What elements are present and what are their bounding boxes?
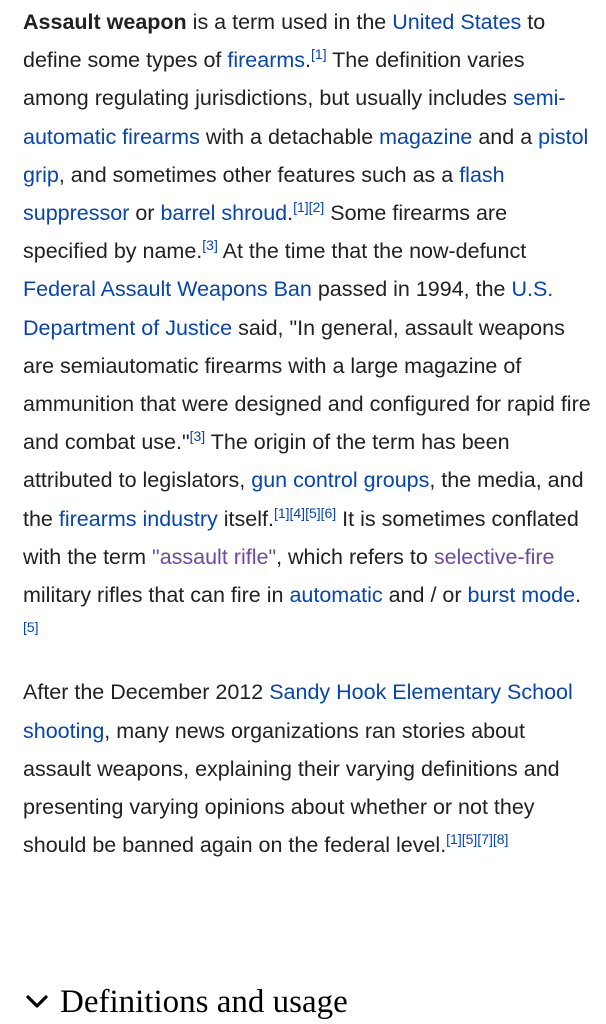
body-text: or [129,201,161,226]
link-selective-fire[interactable]: selective-fire [433,544,555,569]
lead-paragraph: Assault weapon is a term used in the United States to define some types of firearms.[1] The definition varies among regulating jurisdictions, but usually includes semi-automatic firearms with a detachable magazine and a pistol grip, and sometimes other features such as a flash suppressor or barrel shroud.[1][2] Some firearms are specified by name.[3] At the time that the now-defunct Federal Assault Weapons Ban passed in 1994, the U.S. Department of Justice said, "In general, assault weapons are semiautomatic firearms with a large magazine of ammunition that were designed and configured for rapid fire and combat use."[3] The origin of the term has been attributed to legislators, gun control groups, the media, and the firearms industry itself.[1][4][5][6] It is sometimes conflated with the term "assault rifle", which refers to selective-fire military rifles that can fire in automatic and / or burst mode.[5] [23,10,591,636]
body-text: and / or [382,583,468,608]
body-text: passed in 1994, the [311,277,512,302]
quote-mark: " [152,544,160,569]
reference-link[interactable]: [1][2] [293,199,325,216]
body-text: to define some types of [23,10,546,73]
reference-link[interactable]: [1] [311,46,327,63]
link-flash-suppressor[interactable]: flash suppressor [23,162,505,226]
link-assault-rifle[interactable]: assault rifle [159,544,269,569]
second-paragraph [23,673,593,864]
link-barrel-shroud[interactable]: barrel shroud [160,201,288,226]
reference-link[interactable]: [3] [202,237,218,254]
article-body [23,0,593,864]
body-text: The origin of the term has been attributed to legislators, [23,430,510,493]
link-burst-mode[interactable]: burst mode [467,583,576,608]
body-text: The definition varies among regulating jurisdictions, but usually includes [23,48,525,111]
link-automatic[interactable]: automatic [289,583,383,608]
section-title: Definitions and usage [60,984,348,1020]
body-text: Some firearms are specified by name. [23,201,508,264]
body-text: said, "In general, assault weapons are semiautomatic firearms with a large magazine of ammunition that were designed and configured for rapid fire and combat use." [23,315,591,455]
section-heading-definitions[interactable] [22,980,348,1024]
body-text: itself. [217,506,274,531]
quote-mark: " [268,544,277,569]
body-text: At the time that the now-defunct [217,239,527,264]
body-text: . [575,583,582,608]
body-text: and a [472,124,539,149]
body-text: After the December 2012 [23,680,270,705]
article-subject: Assault weapon [23,10,187,34]
chevron-down-icon[interactable] [22,987,52,1017]
link-semi-automatic-firearms[interactable]: semi-automatic firearms [23,86,566,149]
body-text: , which refers to [276,544,434,569]
link-sandy-hook-shooting[interactable]: Sandy Hook Elementary School shooting [23,680,573,743]
link-firearms-industry[interactable]: firearms industry [58,506,218,531]
link-firearms[interactable]: firearms [227,48,306,73]
reference-link[interactable]: [5] [23,619,39,636]
reference-link[interactable]: [1][4][5][6] [273,504,337,521]
body-text: military rifles that can fire in [23,583,290,608]
link-federal-assault-weapons-ban[interactable]: Federal Assault Weapons Ban [23,277,312,302]
body-text: is a term used in the [186,10,393,34]
body-text: It is sometimes conflated with the term [23,506,579,569]
body-text: , the media, and the [23,468,584,531]
link-gun-control-groups[interactable]: gun control groups [251,468,430,493]
reference-link[interactable]: [3] [189,428,206,445]
link-pistol-grip[interactable]: pistol grip [23,124,589,187]
body-text: with a detachable [199,124,380,149]
body-text: , and sometimes other features such as a [58,162,460,187]
body-text: , many news organizations ran stories about assault weapons, explaining their varying definitions and presenting varying opinions about whether or not they should be banned again on the federal level. [23,718,560,858]
reference-link[interactable]: [1][5][7][8] [446,831,509,848]
link-magazine[interactable]: magazine [379,124,473,149]
link-united-states[interactable]: United States [392,10,522,34]
link-department-of-justice[interactable]: U.S. Department of Justice [23,277,554,340]
